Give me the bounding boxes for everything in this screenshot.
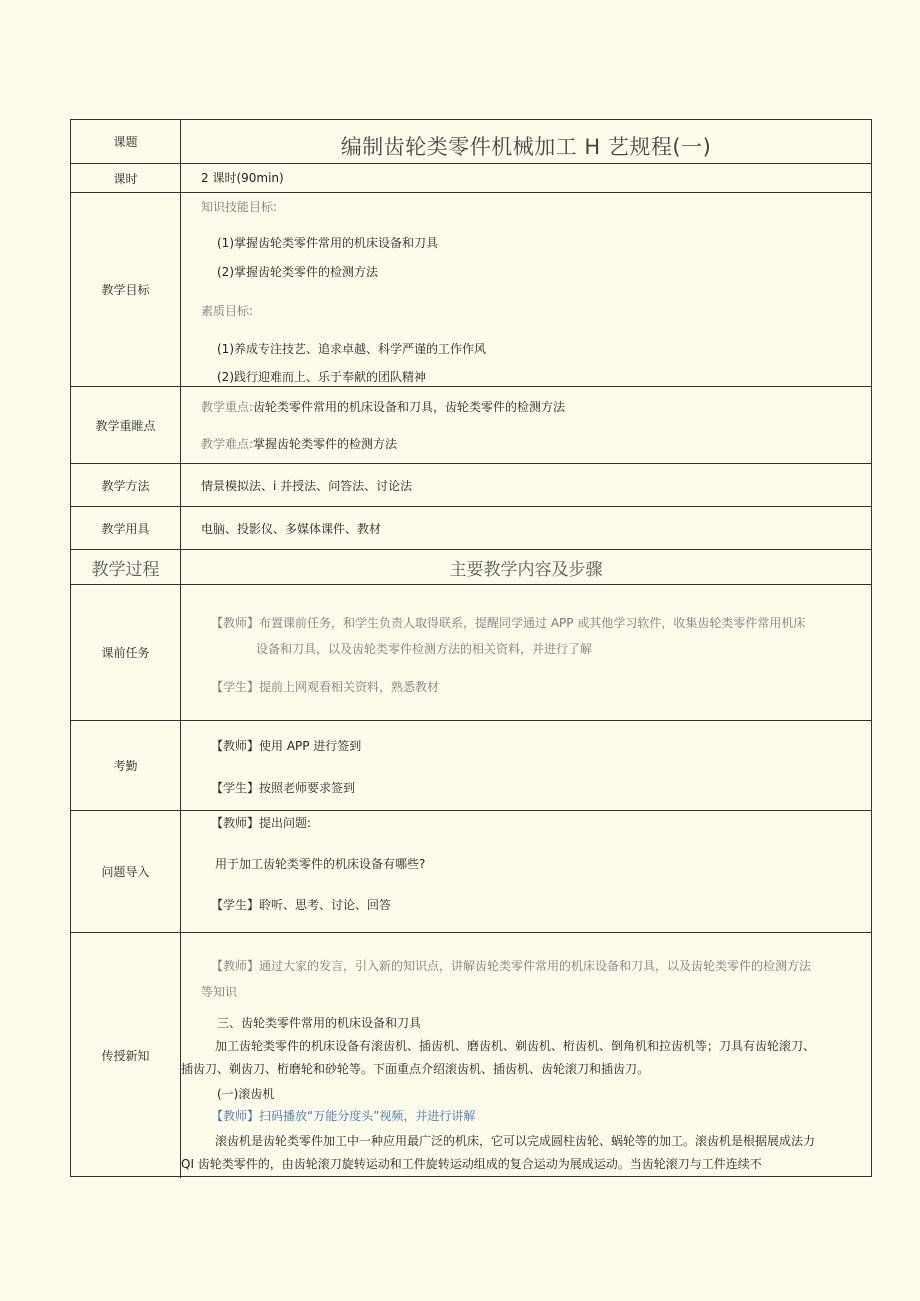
focus-prefix: 教学重点: xyxy=(201,400,254,414)
row-tools xyxy=(71,507,871,550)
attendance-student: 【学生】按照老师要求签到 xyxy=(211,781,356,795)
attendance-teacher: 【教师】使用 APP 进行签到 xyxy=(211,739,362,753)
label-objectives: 教学目标 xyxy=(71,193,181,386)
paragraph-1-line-2: 插齿刀、剃齿刀、桁磨轮和砂轮等。下面重点介绍滚齿机、插齿机、齿轮滚刀和插齿刀。 xyxy=(181,1062,650,1076)
focus-line xyxy=(201,399,565,415)
lesson-title: 编制齿轮类零件机械加工 H 艺规程(一) xyxy=(340,135,712,159)
tools-value: 电脑、投影仪、多媒体课件、教材 xyxy=(201,522,382,536)
row-process-header xyxy=(71,550,871,585)
subsection-heading: (一)滚齿机 xyxy=(217,1087,275,1101)
knowledge-item-2: (2)掌握齿轮类零件的检测方法 xyxy=(217,265,378,279)
row-objectives xyxy=(71,193,871,387)
row-keypoints xyxy=(71,387,871,464)
quality-item-2: (2)践行迎难而上、乐于奉献的团队精神 xyxy=(217,370,426,384)
label-tools: 教学用具 xyxy=(71,507,181,549)
row-pretask xyxy=(71,585,871,721)
lesson-plan-table xyxy=(70,119,872,1177)
intro-question: 用于加工齿轮类零件的机床设备有哪些? xyxy=(215,857,426,871)
pretask-student: 【学生】提前上网观看相关资料，熟悉教材 xyxy=(211,680,440,694)
label-new-knowledge: 传授新知 xyxy=(71,933,181,1178)
label-intro: 问题导入 xyxy=(71,811,181,932)
row-intro xyxy=(71,811,871,933)
row-attendance xyxy=(71,721,871,811)
row-new-knowledge xyxy=(71,933,871,1178)
newknow-teacher-line-1: 【教师】通过大家的发言，引入新的知识点，讲解齿轮类零件常用的机床设备和刀具，以及齿轮类零件的检测方法 xyxy=(211,959,812,973)
knowledge-heading: 知识技能目标: xyxy=(201,200,278,214)
newknow-teacher-line-2: 等知识 xyxy=(201,985,238,999)
section-heading: 三、齿轮类零件常用的机床设备和刀具 xyxy=(217,1016,422,1030)
difficulty-prefix: 教学难点: xyxy=(201,437,254,451)
intro-teacher: 【教师】提出问题: xyxy=(211,816,312,830)
pretask-teacher-line-2: 设备和刀具，以及齿轮类零件检测方法的相关资料，并进行了解 xyxy=(256,642,593,656)
label-keypoints: 教学重睢点 xyxy=(71,387,181,463)
hours-value: 2 课时(90min) xyxy=(201,171,284,185)
row-hours xyxy=(71,164,871,193)
paragraph-1-line-1: 加工齿轮类零件的机床设备有滚齿机、插齿机、磨齿机、剃齿机、桁齿机、倒角机和拉齿机等；刀具有齿轮滚刀、 xyxy=(215,1039,816,1053)
label-pretask: 课前任务 xyxy=(71,585,181,720)
label-hours: 课时 xyxy=(71,164,181,192)
row-title xyxy=(71,120,871,164)
label-methods: 教学方法 xyxy=(71,464,181,506)
paragraph-2-line-1: 滚齿机是齿轮类零件加工中一种应用最广泛的机床，它可以完成圆柱齿轮、蜗轮等的加工。滚齿机是根据展成法力 xyxy=(215,1134,816,1148)
quality-heading: 素质目标: xyxy=(201,304,254,318)
methods-value: 情景模拟法、i 并授法、问答法、讨论法 xyxy=(201,479,413,493)
label-attendance: 考勤 xyxy=(71,721,181,810)
process-header-left: 教学过程 xyxy=(71,550,181,584)
difficulty-text: 掌握齿轮类零件的检测方法 xyxy=(253,437,398,451)
difficulty-line xyxy=(201,436,397,452)
label-title: 课题 xyxy=(71,120,181,163)
process-header-right: 主要教学内容及步骤 xyxy=(449,559,603,580)
intro-student: 【学生】聆听、思考、讨论、回答 xyxy=(211,898,392,912)
pretask-teacher-line-1: 【教师】布置课前任务，和学生负责人取得联系，提醒同学通过 APP 或其他学习软件，收集齿轮类零件常用机床 xyxy=(211,616,806,630)
quality-item-1: (1)养成专注技艺、追求卓越、科学严谨的工作作风 xyxy=(217,342,486,356)
focus-text: 齿轮类零件常用的机床设备和刀具，齿轮类零件的检测方法 xyxy=(253,400,566,414)
knowledge-item-1: (1)掌握齿轮类零件常用的机床设备和刀具 xyxy=(217,236,438,250)
paragraph-2-line-2: QI 齿轮类零件的，由齿轮滚刀旋转运动和工件旋转运动组成的复合运动为展成运动。当齿轮滚刀与工件连续不 xyxy=(181,1157,762,1171)
video-instruction: 【教师】扫码播放“万能分度头”视频，并进行讲解 xyxy=(211,1109,476,1123)
row-methods xyxy=(71,464,871,507)
